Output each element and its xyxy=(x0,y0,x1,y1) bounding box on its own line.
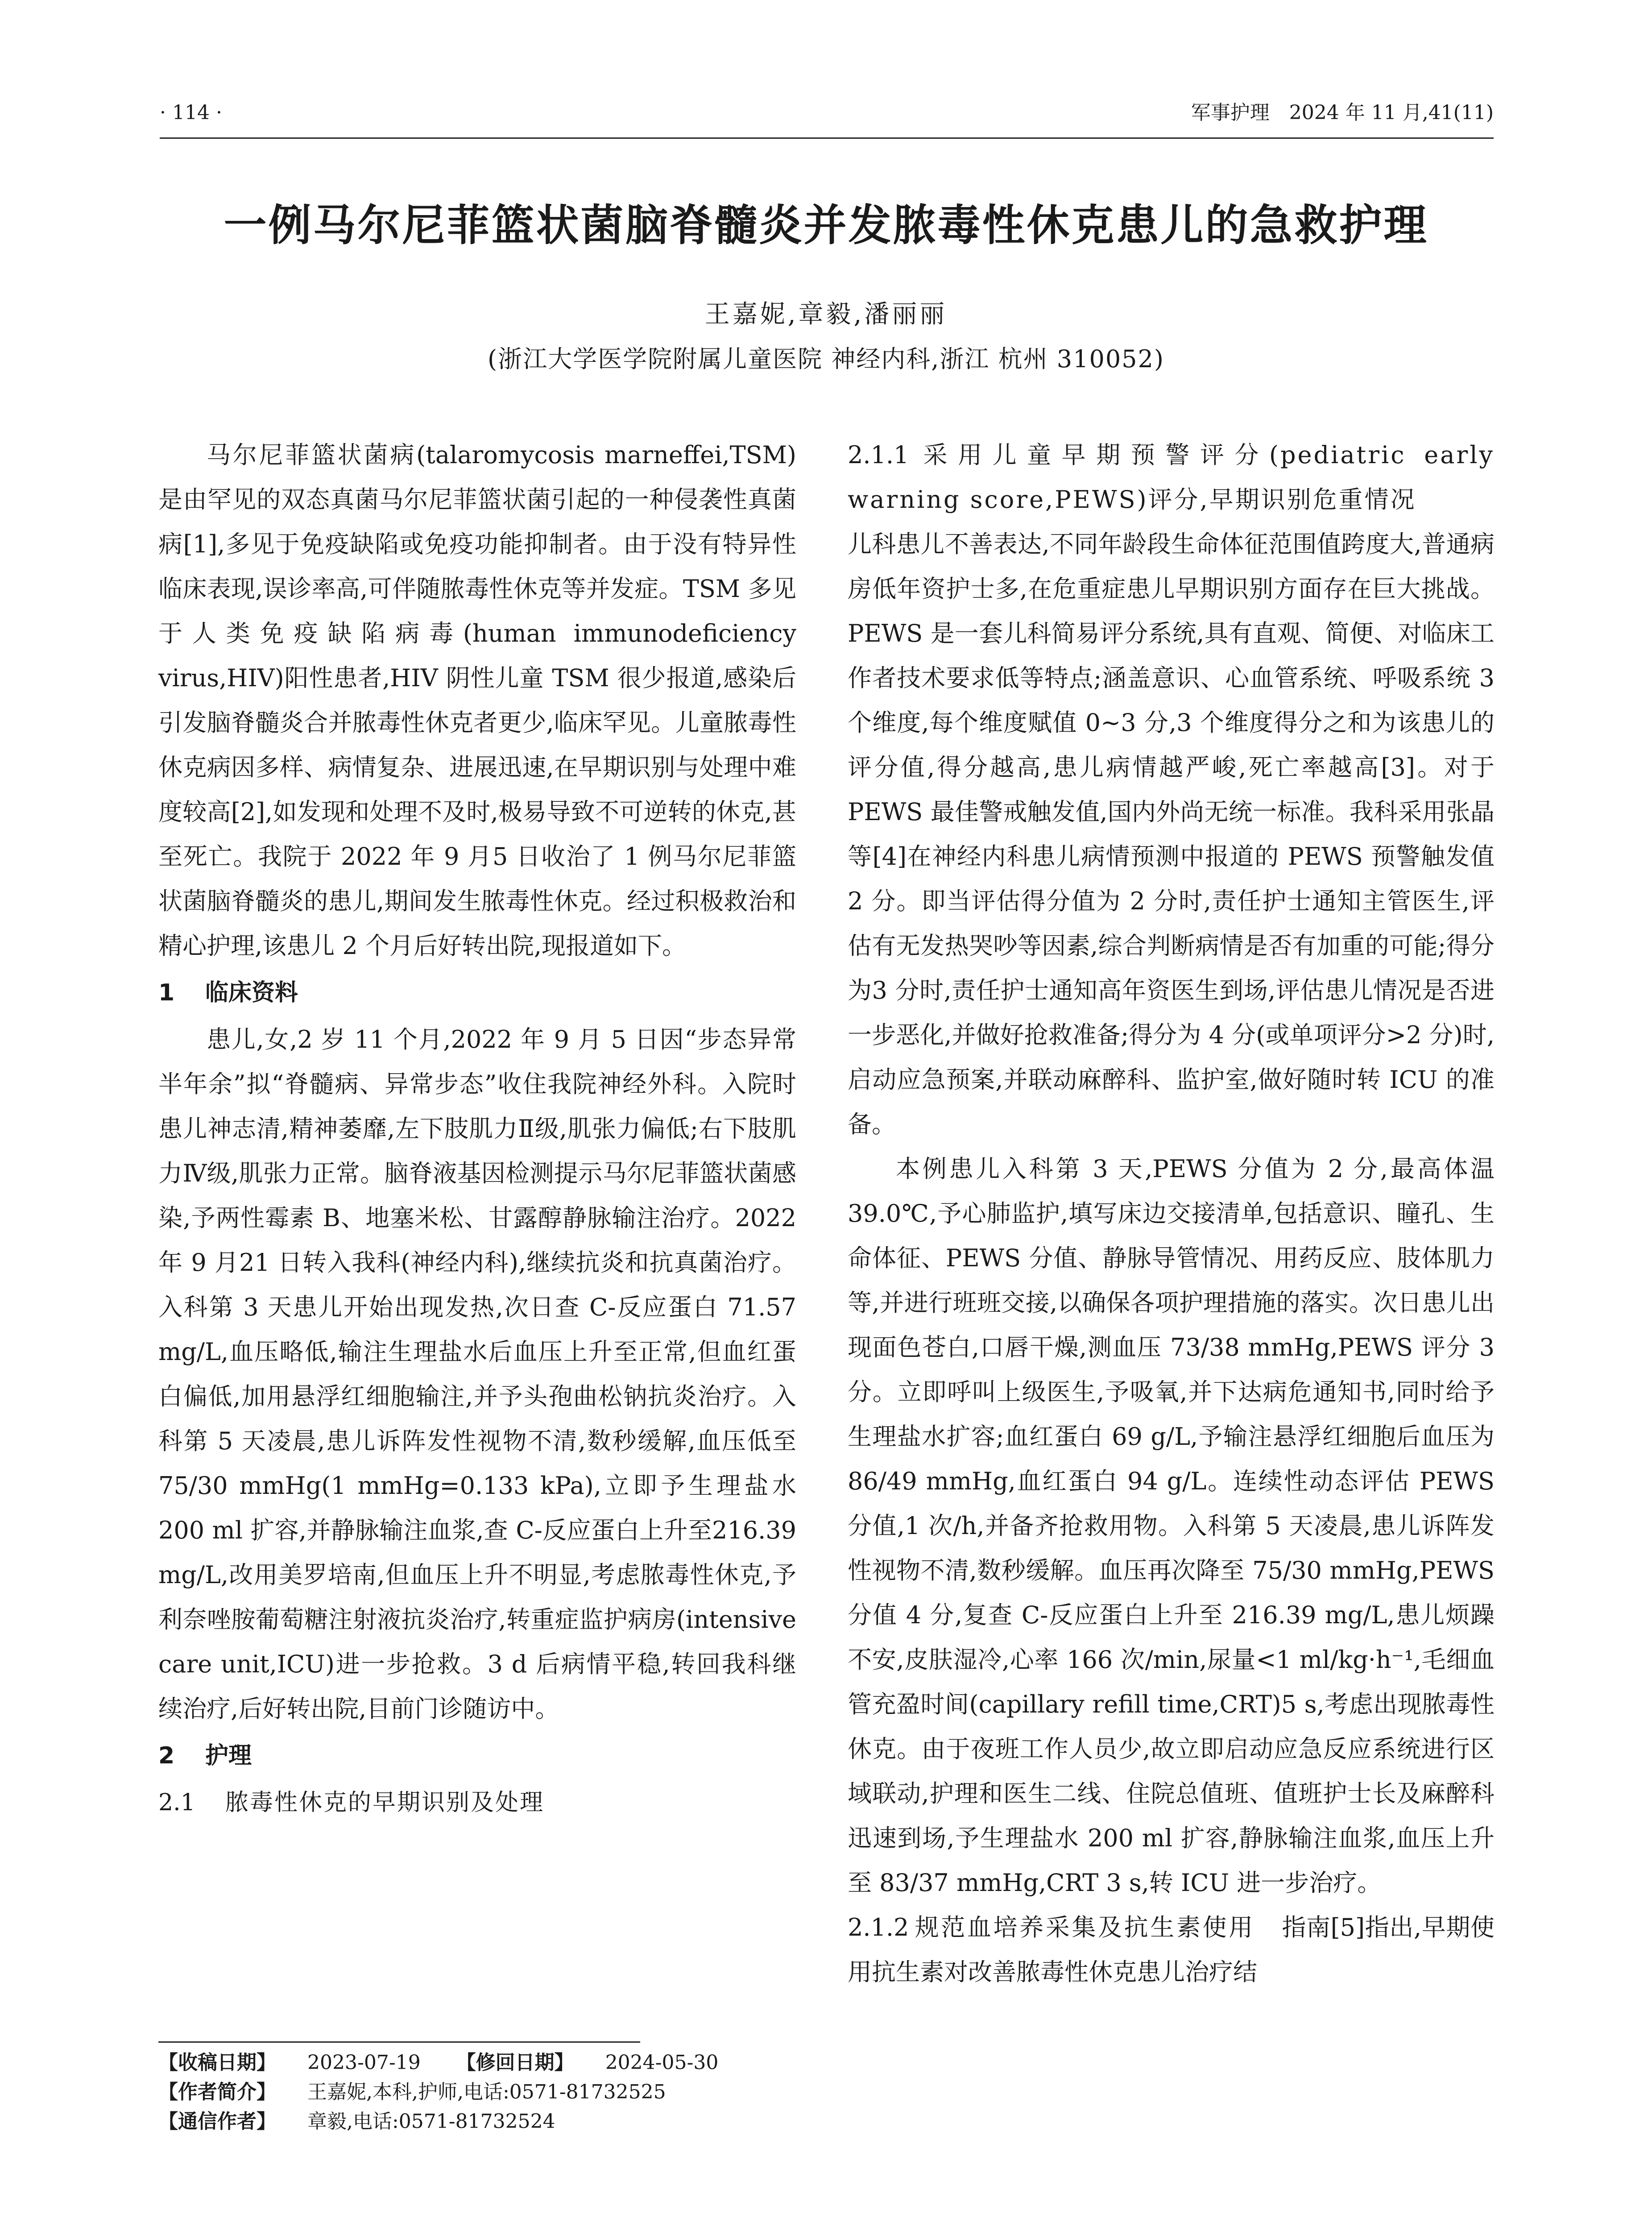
right-column xyxy=(848,433,1495,1995)
left-column xyxy=(158,433,796,1825)
section-2-1-2-number: 2.1.2 xyxy=(848,1913,909,1941)
author-bio-value: 王嘉妮,本科,护师,电话:0571-81732525 xyxy=(307,2081,666,2103)
section-2-1-number: 2.1 xyxy=(158,1789,195,1816)
section-2-1-title: 脓毒性休克的早期识别及处理 xyxy=(225,1789,545,1816)
section-2-title: 护理 xyxy=(205,1742,252,1769)
author-bio-label: 【作者简介】 xyxy=(158,2081,276,2103)
author-affiliation: (浙江大学医学院附属儿童医院 神经内科,浙江 杭州 310052) xyxy=(488,345,1164,373)
section-2-1-2-text: 指南[5]指出,早期使用抗生素对改善脓毒性休克患儿治疗结 xyxy=(848,1913,1495,1986)
section-2-1-heading xyxy=(158,1780,796,1825)
section-2-heading xyxy=(158,1731,796,1780)
footnote-corresponding-author xyxy=(158,2107,796,2136)
author-list: 王嘉妮,章毅,潘丽丽 xyxy=(704,300,948,329)
section-1-heading xyxy=(158,968,796,1017)
footnote-author-bio xyxy=(158,2078,796,2107)
revised-date-value: 2024-05-30 xyxy=(605,2051,719,2074)
received-date-label: 【收稿日期】 xyxy=(158,2051,276,2074)
revised-date-label: 【修回日期】 xyxy=(456,2051,574,2074)
section-1-number: 1 xyxy=(158,979,175,1006)
journal-citation: 军事护理 2024 年 11 月,41(11) xyxy=(1191,101,1494,124)
running-header xyxy=(160,97,1494,129)
footnote-rule xyxy=(158,2041,640,2043)
intro-paragraph: 马尔尼菲篮状菌病(talaromycosis marneffei,TSM)是由罕见的双态真菌马尔尼菲篮状菌引起的一种侵袭性真菌病[1],多见于免疫缺陷或免疫功能抑制者。由于没有特异性临床表现,误诊率高,可伴随脓毒性休克等并发症。TSM 多见于人类免疫缺陷病毒(human immunodeficiency virus,HIV)阳性患者,HIV 阴性儿童 TSM 很少报道,感染后引发脑脊髓炎合并脓毒性休克者更少,临床罕见。儿童脓毒性休克病因多样、病情复杂、进展迅速,在早期识别与处理中难度较高[2],如发现和处理不及时,极易导致不可逆转的休克,甚至死亡。我院于 2022 年 9 月5 日收治了 1 例马尔尼菲篮状菌脑脊髓炎的患儿,期间发生脓毒性休克。经过积极救治和精心护理,该患儿 2 个月后好转出院,现报道如下。 xyxy=(158,441,796,960)
footnotes xyxy=(158,2048,796,2136)
section-2-number: 2 xyxy=(158,1742,175,1769)
section-2-1-2-title: 规范血培养采集及抗生素使用 xyxy=(915,1913,1255,1941)
section-2-1-1-heading xyxy=(848,433,1495,522)
footnote-dates xyxy=(158,2048,796,2078)
section-2-1-1-title: 采用儿童早期预警评分(pediatric early warning score,PEWS)评分,早期识别危重情况 xyxy=(848,441,1495,514)
section-1-title: 临床资料 xyxy=(205,979,298,1006)
corresponding-author-value: 章毅,电话:0571-81732524 xyxy=(307,2110,555,2133)
received-date-value: 2023-07-19 xyxy=(307,2051,421,2074)
article-title: 一例马尔尼菲篮状菌脑脊髓炎并发脓毒性休克患儿的急救护理 xyxy=(224,200,1428,250)
case-pews-paragraph: 本例患儿入科第 3 天,PEWS 分值为 2 分,最高体温 39.0℃,予心肺监护,填写床边交接清单,包括意识、瞳孔、生命体征、PEWS 分值、静脉导管情况、用药反应、肢体肌力等,并进行班班交接,以确保各项护理措施的落实。次日患儿出现面色苍白,口唇干燥,测血压 73/38 mmHg,PEWS 评分 3 分。立即呼叫上级医生,予吸氧,并下达病危通知书,同时给予生理盐水扩容;血红蛋白 69 g/L,予输注悬浮红细胞后血压为 86/49 mmHg,血红蛋白 94 g/L。连续性动态评估 PEWS 分值,1 次/h,并备齐抢救用物。入科第 5 天凌晨,患儿诉阵发性视物不清,数秒缓解。血压再次降至 75/30 mmHg,PEWS 分值 4 分,复查 C-反应蛋白上升至 216.39 mg/L,患儿烦躁不安,皮肤湿冷,心率 166 次/min,尿量<1 ml/kg·h⁻¹,毛细血管充盈时间(capillary refill time,CRT)5 s,考虑出现脓毒性休克。由于夜班工作人员少,故立即启动应急反应系统进行区域联动,护理和医生二线、住院总值班、值班护士长及麻醉科迅速到场,予生理盐水 200 ml 扩容,静脉输注血浆,血压上升至 83/37 mmHg,CRT 3 s,转 ICU 进一步治疗。 xyxy=(848,1155,1495,1897)
section-2-1-2-paragraph xyxy=(848,1905,1495,1995)
page-number: · 114 · xyxy=(160,101,222,124)
corresponding-author-label: 【通信作者】 xyxy=(158,2110,276,2133)
pews-paragraph: 儿科患儿不善表达,不同年龄段生命体征范围值跨度大,普通病房低年资护士多,在危重症患儿早期识别方面存在巨大挑战。PEWS 是一套儿科简易评分系统,具有直观、简便、对临床工作者技术要求低等特点;涵盖意识、心血管系统、呼吸系统 3 个维度,每个维度赋值 0~3 分,3 个维度得分之和为该患儿的评分值,得分越高,患儿病情越严峻,死亡率越高[3]。对于 PEWS 最佳警戒触发值,国内外尚无统一标准。我科采用张晶等[4]在神经内科患儿病情预测中报道的 PEWS 预警触发值 2 分。即当评估得分值为 2 分时,责任护士通知主管医生,评估有无发热哭吵等因素,综合判断病情是否有加重的可能;得分为3 分时,责任护士通知高年资医生到场,评估患儿情况是否进一步恶化,并做好抢救准备;得分为 4 分(或单项评分>2 分)时,启动应急预案,并联动麻醉科、监护室,做好随时转 ICU 的准备。 xyxy=(848,530,1495,1138)
clinical-data-paragraph: 患儿,女,2 岁 11 个月,2022 年 9 月 5 日因“步态异常半年余”拟“脊髓病、异常步态”收住我院神经外科。入院时患儿神志清,精神萎靡,左下肢肌力Ⅱ级,肌张力偏低;右下肢肌力Ⅳ级,肌张力正常。脑脊液基因检测提示马尔尼菲篮状菌感染,予两性霉素 B、地塞米松、甘露醇静脉输注治疗。2022 年 9 月21 日转入我科(神经内科),继续抗炎和抗真菌治疗。入科第 3 天患儿开始出现发热,次日查 C-反应蛋白 71.57 mg/L,血压略低,输注生理盐水后血压上升至正常,但血红蛋白偏低,加用悬浮红细胞输注,并予头孢曲松钠抗炎治疗。入科第 5 天凌晨,患儿诉阵发性视物不清,数秒缓解,血压低至 75/30 mmHg(1 mmHg=0.133 kPa),立即予生理盐水 200 ml 扩容,并静脉输注血浆,查 C-反应蛋白上升至216.39 mg/L,改用美罗培南,但血压上升不明显,考虑脓毒性休克,予利奈唑胺葡萄糖注射液抗炎治疗,转重症监护病房(intensive care unit,ICU)进一步抢救。3 d 后病情平稳,转回我科继续治疗,后好转出院,目前门诊随访中。 xyxy=(158,1025,796,1723)
section-2-1-1-number: 2.1.1 xyxy=(848,441,909,469)
header-rule xyxy=(160,137,1494,139)
